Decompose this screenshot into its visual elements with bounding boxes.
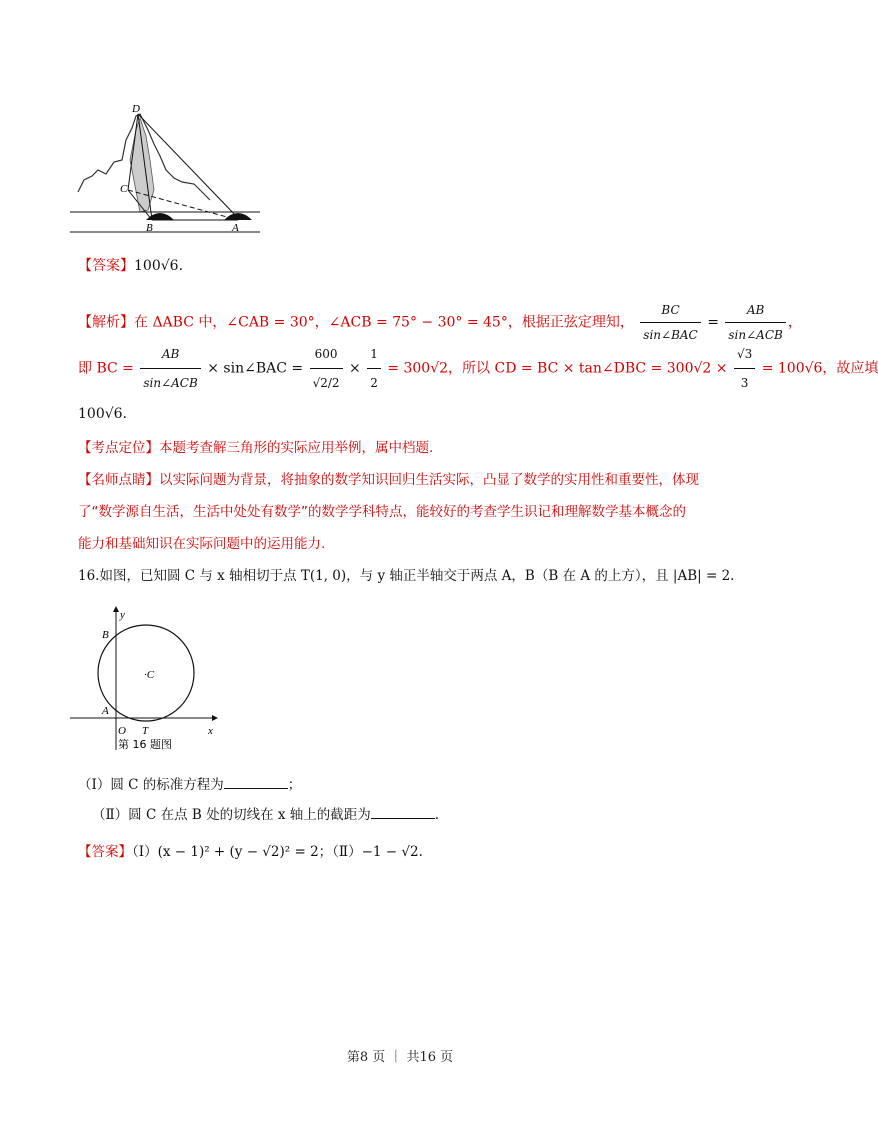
part-2 xyxy=(92,805,439,825)
analysis-text-1: 在 ΔABC 中，∠CAB = 30°，∠ACB = 75° − 30° = 45°，根据正弦定理知， xyxy=(134,314,634,331)
part-2-end: . xyxy=(434,807,440,823)
label-c: C xyxy=(120,183,128,195)
frac-num: √3 xyxy=(734,340,755,369)
frac-den: sin∠BAC xyxy=(643,328,698,342)
origin-o-label: O xyxy=(118,725,126,737)
frac-den: 2 xyxy=(370,376,378,390)
point-a-label: A xyxy=(102,705,109,717)
mingshi-text-3: 能力和基础知识在实际问题中的运用能力. xyxy=(78,536,326,552)
frac-half xyxy=(367,340,381,397)
point-b-label: B xyxy=(102,629,109,641)
frac-num: BC xyxy=(640,298,700,323)
analysis-text-2a: 即 BC = xyxy=(78,360,134,377)
kaodian-text: 本题考查解三角形的实际应用举例，属中档题. xyxy=(159,440,434,456)
part-1-end: ； xyxy=(287,777,302,793)
label-d: D xyxy=(132,103,140,115)
answer-blank-1[interactable] xyxy=(224,775,288,789)
mingshi-line-2 xyxy=(78,502,686,522)
analysis-tag: 【解析】 xyxy=(78,314,134,331)
mingshi-line-3 xyxy=(78,534,325,554)
page-footer: 第8 页 ｜ 共16 页 xyxy=(346,1050,454,1065)
frac-den: sin∠ACB xyxy=(143,376,198,390)
answer-value: 100√6 xyxy=(134,258,179,274)
frac-den: √2/2 xyxy=(312,376,340,390)
answer-15 xyxy=(78,256,183,276)
analysis-text-3: 100√6. xyxy=(78,406,127,422)
answer-end: . xyxy=(178,258,184,274)
frac-num: AB xyxy=(140,340,200,369)
part-1-text: （Ⅰ）圆 C 的标准方程为 xyxy=(78,777,224,793)
point-t-label: T xyxy=(142,725,149,737)
kaodian-tag: 【考点定位】 xyxy=(78,440,159,456)
comma: ， xyxy=(787,314,802,331)
label-b: B xyxy=(146,222,153,234)
analysis-line-2 xyxy=(78,340,878,397)
answer-16-tag: 【答案】 xyxy=(78,844,132,860)
frac-den: sin∠ACB xyxy=(728,328,783,342)
part-1 xyxy=(78,775,301,795)
label-a: A xyxy=(232,222,239,234)
mingshi-text-2: 了“数学源自生活，生活中处处有数学”的数学学科特点，能较好的考查学生识记和理解数学基本概念的 xyxy=(78,504,686,520)
answer-16-text: （Ⅰ）(x − 1)² + (y − √2)² = 2；（Ⅱ）−1 − √2. xyxy=(132,844,423,860)
kaodian xyxy=(78,438,433,458)
part-2-text: （Ⅱ）圆 C 在点 B 处的切线在 x 轴上的截距为 xyxy=(92,807,371,823)
frac-num: AB xyxy=(725,298,785,323)
circle-figure xyxy=(66,600,226,760)
analysis-text-2d: = 300√2，所以 CD = BC × tan∠DBC = 300√2 × xyxy=(387,360,728,377)
frac-sqrt3 xyxy=(734,340,755,397)
answer-tag: 【答案】 xyxy=(78,258,134,274)
equals: = xyxy=(707,314,719,331)
answer-16 xyxy=(78,842,423,862)
mingshi-text-1: 以实际问题为背景，将抽象的数学知识回归生活实际，凸显了数学的实用性和重要性，体现 xyxy=(159,472,699,488)
question-16-text: 16.如图，已知圆 C 与 x 轴相切于点 T(1, 0)，与 y 轴正半轴交于两点 A，B（B 在 A 的上方），且 |AB| = 2. xyxy=(78,568,735,584)
analysis-text-2b: × sin∠BAC = xyxy=(207,360,304,377)
question-16 xyxy=(78,566,734,586)
times: × xyxy=(349,360,361,377)
center-c-label: ·C xyxy=(144,669,155,681)
frac-num: 1 xyxy=(367,340,381,369)
figure-caption: 第 16 题图 xyxy=(118,738,172,751)
mingshi-tag: 【名师点睛】 xyxy=(78,472,159,488)
mingshi-line-1 xyxy=(78,470,699,490)
frac-600 xyxy=(310,340,343,397)
frac-num: 600 xyxy=(310,340,343,369)
answer-blank-2[interactable] xyxy=(371,805,435,819)
analysis-line-3 xyxy=(78,404,127,424)
axis-y-label: y xyxy=(120,609,125,621)
mountain-figure xyxy=(70,100,270,240)
axis-x-label: x xyxy=(208,725,213,737)
frac-den: 3 xyxy=(740,376,749,390)
frac-ab-2 xyxy=(140,340,200,397)
analysis-text-2e: = 100√6，故应填 xyxy=(761,360,878,377)
